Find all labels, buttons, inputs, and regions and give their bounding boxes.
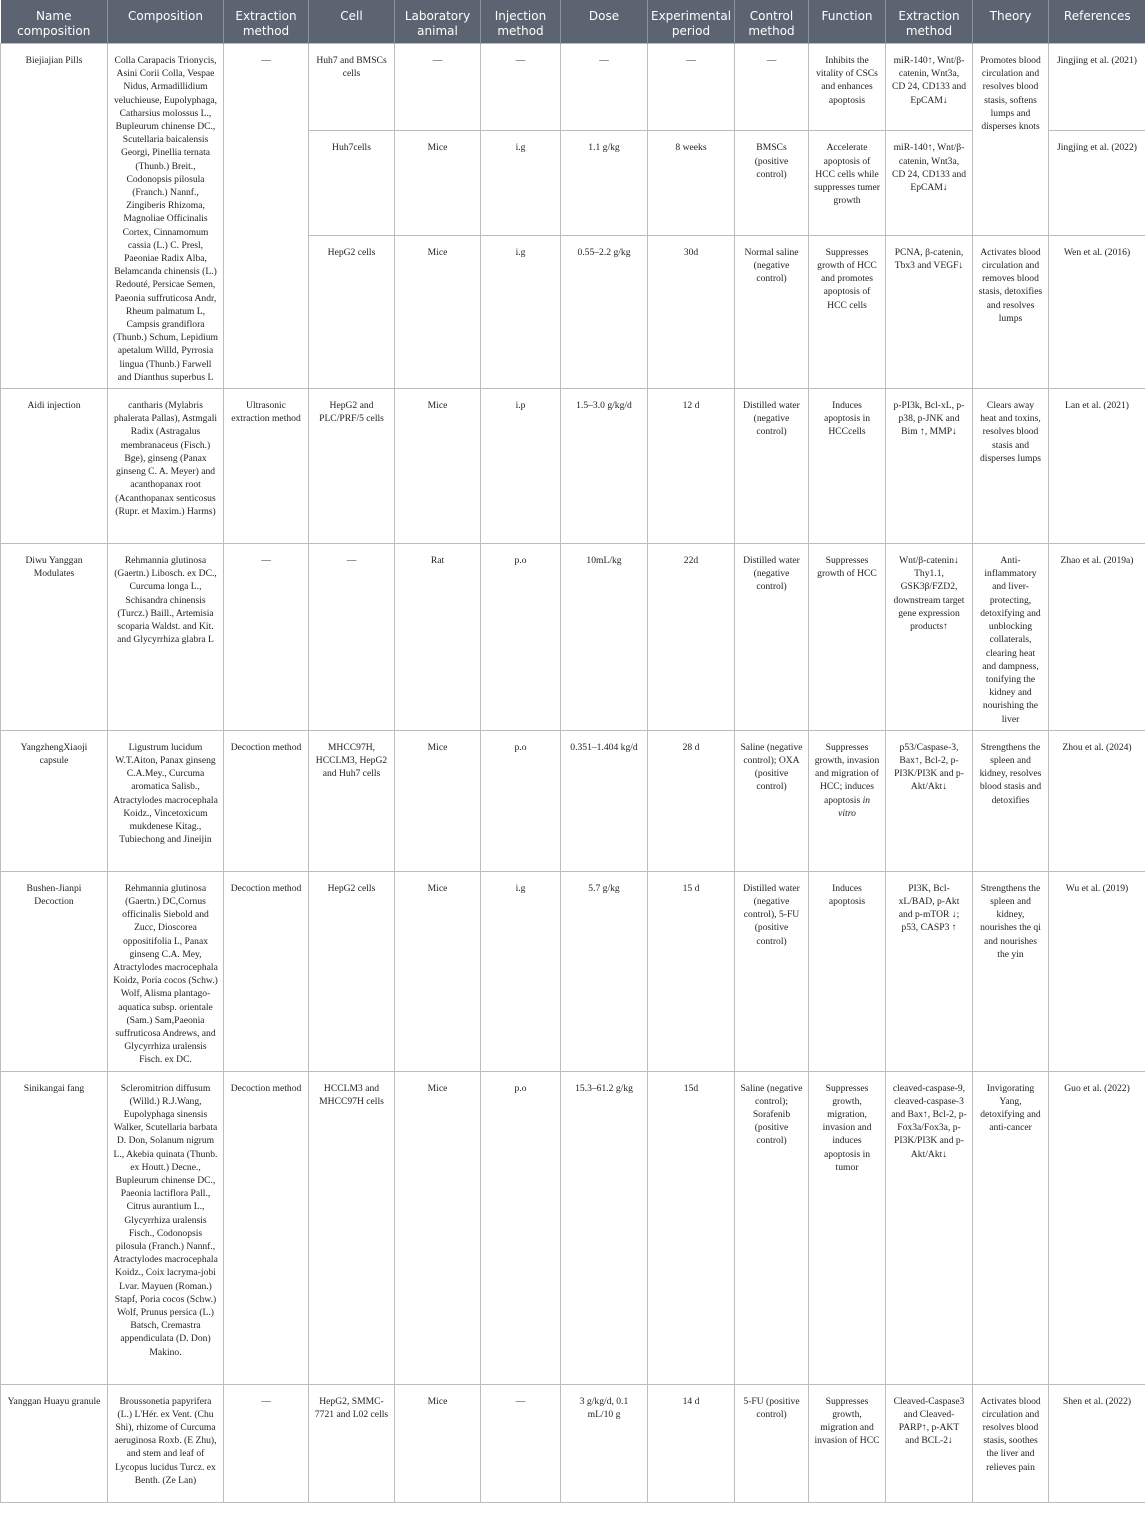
composition-cell: Ligustrum lucidum W.T.Aiton, Panax ginseng C.A.Mey., Curcuma aromatica Salisb., Atractylodes macrocephala Koidz., Vincetoxicum mukdenese Kitag., Tubiechong and Jineijin: [108, 730, 224, 871]
table-row: [1, 730, 1145, 871]
reference-cell: Shen et al. (2022): [1049, 1384, 1145, 1502]
period-cell: —: [648, 44, 735, 131]
function-cell: Suppresses growth, migration, invasion and induces apoptosis in tumor: [809, 1071, 886, 1384]
cell-line-cell: MHCC97H, HCCLM3, HepG2 and Huh7 cells: [309, 730, 395, 871]
extraction2-cell: miR-140↑, Wnt/β-catenin, Wnt3a, CD 24, CD133 and EpCAM↓: [886, 131, 973, 235]
extraction2-cell: p-PI3k, Bcl-xL, p-p38, p-JNK and Bim ↑, MMP↓: [886, 389, 973, 544]
control-cell: Distilled water (negative control), 5-FU (positive control): [735, 871, 809, 1071]
dose-cell: 15.3–61.2 g/kg: [561, 1071, 648, 1384]
injection-cell: p.o: [481, 544, 561, 731]
header-extraction-method: Extraction method: [224, 0, 309, 44]
dose-cell: 5.7 g/kg: [561, 871, 648, 1071]
extraction-cell: Decoction method: [224, 1071, 309, 1384]
header-laboratory-animal: Laboratory animal: [395, 0, 481, 44]
reference-cell: Guo et al. (2022): [1049, 1071, 1145, 1384]
theory-cell: Anti-inflammatory and liver-protecting, detoxifying and unblocking collaterals, clearing heat and dampness, tonifying the kidney and nourishing the liver: [973, 544, 1049, 731]
header-references: References: [1049, 0, 1145, 44]
composition-cell: cantharis (Mylabris phalerata Pallas), Astmgali Radix (Astragalus membranaceus (Fisch.) Bge), ginseng (Panax ginseng C. A. Meyer) and acanthopanax root (Acanthopanax senticosus (Rupr. et Maxim.) Harms): [108, 389, 224, 544]
cell-line-cell: HepG2 cells: [309, 235, 395, 388]
theory-cell: Activates blood circulation and removes blood stasis, detoxifies and resolves lumps: [973, 235, 1049, 388]
animal-cell: Mice: [395, 131, 481, 235]
reference-cell: Jingjing et al. (2022): [1049, 131, 1145, 235]
extraction-cell: —: [224, 544, 309, 731]
injection-cell: —: [481, 44, 561, 131]
period-cell: 28 d: [648, 730, 735, 871]
table-row: [1, 44, 1145, 131]
name-cell: Yanggan Huayu granule: [1, 1384, 108, 1502]
animal-cell: —: [395, 44, 481, 131]
cell-line-cell: Huh7cells: [309, 131, 395, 235]
animal-cell: Mice: [395, 730, 481, 871]
dose-cell: 3 g/kg/d, 0.1 mL/10 g: [561, 1384, 648, 1502]
animal-cell: Mice: [395, 1384, 481, 1502]
header-function: Function: [809, 0, 886, 44]
table-row: [1, 1384, 1145, 1502]
name-cell: Aidi injection: [1, 389, 108, 544]
header-cell: Cell: [309, 0, 395, 44]
injection-cell: i.p: [481, 389, 561, 544]
extraction2-cell: p53/Caspase-3, Bax↑, Bcl-2, p-PI3K/PI3K and p-Akt/Akt↓: [886, 730, 973, 871]
function-italic-text: in vitro: [838, 794, 871, 819]
reference-cell: Lan et al. (2021): [1049, 389, 1145, 544]
dose-cell: —: [561, 44, 648, 131]
extraction2-cell: PI3K, Bcl-xL/BAD, p-Akt and p-mTOR ↓; p53, CASP3 ↑: [886, 871, 973, 1071]
injection-cell: i.g: [481, 235, 561, 388]
injection-cell: i.g: [481, 871, 561, 1071]
control-cell: Distilled water (negative control): [735, 389, 809, 544]
header-theory: Theory: [973, 0, 1049, 44]
theory-cell: Strengthens the spleen and kidney, nourishes the qi and nourishes the yin: [973, 871, 1049, 1071]
theory-cell: Activates blood circulation and resolves blood stasis, soothes the liver and relieves pain: [973, 1384, 1049, 1502]
dose-cell: 1.1 g/kg: [561, 131, 648, 235]
period-cell: 8 weeks: [648, 131, 735, 235]
reference-cell: Zhou et al. (2024): [1049, 730, 1145, 871]
control-cell: Saline (negative control); Sorafenib (positive control): [735, 1071, 809, 1384]
function-text: Suppresses growth, invasion and migration of HCC; induces apoptosis: [814, 741, 880, 806]
composition-cell: Rehmannia glutinosa (Gaertn.) DC,Cornus officinalis Siebold and Zucc, Dioscorea oppositifolia L, Panax ginseng C.A. Mey, Atractylodes macrocephala Koidz, Poria cocos (Schw.) Wolf, Alisma plantago-aquatica subsp. orientale (Sam.) Sam,Paeonia suffruticosa Andrews, and Glycyrrhiza uralensis Fisch. ex DC.: [108, 871, 224, 1071]
reference-cell: Wu et al. (2019): [1049, 871, 1145, 1071]
reference-cell: Wen et al. (2016): [1049, 235, 1145, 388]
reference-cell: Zhao et al. (2019a): [1049, 544, 1145, 731]
composition-cell: Scleromitrion diffusum (Willd.) R.J.Wang, Eupolyphaga sinensis Walker, Scutellaria barbata D. Don, Solanum nigrum L., Akebia quinata (Thunb. ex Houtt.) Decne., Bupleurum chinense DC., Paeonia lactiflora Pall., Citrus aurantium L., Glycyrrhiza uralensis Fisch., Codonopsis pilosula (Franch.) Nannf., Atractylodes macrocephala Koidz., Coix lacryma-jobi Lvar. Mayuen (Roman.) Stapf, Poria cocos (Schw.) Wolf, Prunus persica (L.) Batsch, Cremastra appendiculata (D. Don) Makino.: [108, 1071, 224, 1384]
period-cell: 14 d: [648, 1384, 735, 1502]
period-cell: 15 d: [648, 871, 735, 1071]
header-name-composition: Name composition: [17, 9, 91, 38]
dose-cell: 1.5–3.0 g/kg/d: [561, 389, 648, 544]
animal-cell: Mice: [395, 871, 481, 1071]
name-cell: Bushen-Jianpi Decoction: [1, 871, 108, 1071]
extraction-cell: —: [224, 44, 309, 389]
theory-cell: Invigorating Yang, detoxifying and anti-cancer: [973, 1071, 1049, 1384]
extraction2-cell: miR-140↑, Wnt/β-catenin, Wnt3a, CD 24, CD133 and EpCAM↓: [886, 44, 973, 131]
function-cell: Accelerate apoptosis of HCC cells while suppresses tumer growth: [809, 131, 886, 235]
control-cell: Saline (negative control); OXA (positive control): [735, 730, 809, 871]
control-cell: Normal saline (negative control): [735, 235, 809, 388]
function-cell: Inhibits the vitality of CSCs and enhances apoptosis: [809, 44, 886, 131]
cell-line-cell: —: [309, 544, 395, 731]
name-cell: Diwu Yanggan Modulates: [1, 544, 108, 731]
dose-cell: 0.55–2.2 g/kg: [561, 235, 648, 388]
composition-cell: Colla Carapacis Trionycis, Asini Corii Colla, Vespae Nidus, Armadillidium veluchieuse, Eupolyphaga, Catharsius molossus L., Bupleurum chinense DC., Scutellaria baicalensis Georgi, Pinellia ternata (Thunb.) Breit., Codonopsis pilosula (Franch.) Nannf., Zingiberis Rhizoma, Magnoliae Officinalis Cortex, Cinnamomum cassia (L.) C. Presl, Paeoniae Radix Alba, Belamcanda chinensis (L.) Redouté, Persicae Semen, Paeonia suffruticosa Andr, Rheum palmatum L, Campsis grandiflora (Thunb.) Schum, Lepidium apetalum Willd, Pyrrosia lingua (Thunb.) Farwell and Dianthus superbus L: [108, 44, 224, 389]
function-cell: Suppresses growth of HCC and promotes apoptosis of HCC cells: [809, 235, 886, 388]
function-cell: Suppresses growth of HCC: [809, 544, 886, 731]
theory-cell: Clears away heat and toxins, resolves blood stasis and disperses lumps: [973, 389, 1049, 544]
header-injection-method: Injection method: [481, 0, 561, 44]
extraction-cell: Decoction method: [224, 871, 309, 1071]
composition-cell: Rehmannia glutinosa (Gaertn.) Libosch. ex DC., Curcuma longa L., Schisandra chinensis (Turcz.) Baill., Artemisia scoparia Waldst. and Kit. and Glycyrrhiza glabra L: [108, 544, 224, 731]
cell-line-cell: HCCLM3 and MHCC97H cells: [309, 1071, 395, 1384]
injection-cell: p.o: [481, 730, 561, 871]
cell-line-cell: HepG2 and PLC/PRF/5 cells: [309, 389, 395, 544]
theory-cell: Strengthens the spleen and kidney, resolves blood stasis and detoxifies: [973, 730, 1049, 871]
period-cell: 15d: [648, 1071, 735, 1384]
function-cell: Induces apoptosis in HCCcells: [809, 389, 886, 544]
extraction2-cell: Cleaved-Caspase3 and Cleaved-PARP↑, p-AKT and BCL-2↓: [886, 1384, 973, 1502]
table-row: [1, 389, 1145, 544]
animal-cell: Mice: [395, 1071, 481, 1384]
table-row: [1, 1071, 1145, 1384]
extraction2-cell: Wnt/β-catenin↓ Thy1.1, GSK3β/FZD2, downstream target gene expression products↑: [886, 544, 973, 731]
cell-line-cell: HepG2, SMMC-7721 and L02 cells: [309, 1384, 395, 1502]
cell-line-cell: Huh7 and BMSCs cells: [309, 44, 395, 131]
name-cell: Biejiajian Pills: [1, 44, 108, 389]
reference-cell: Jingjing et al. (2021): [1049, 44, 1145, 131]
header-extraction-method-2: Extraction method: [886, 0, 973, 44]
period-cell: 30d: [648, 235, 735, 388]
control-cell: BMSCs (positive control): [735, 131, 809, 235]
header-composition: Composition: [108, 0, 224, 44]
table-row: [1, 871, 1145, 1071]
period-cell: 22d: [648, 544, 735, 731]
animal-cell: Rat: [395, 544, 481, 731]
name-cell: Sinikangai fang: [1, 1071, 108, 1384]
extraction-cell: Ultrasonic extraction method: [224, 389, 309, 544]
header-dose: Dose: [561, 0, 648, 44]
dose-cell: 0.351–1.404 kg/d: [561, 730, 648, 871]
table-row: [1, 544, 1145, 731]
animal-cell: Mice: [395, 235, 481, 388]
control-cell: 5-FU (positive control): [735, 1384, 809, 1502]
injection-cell: i.g: [481, 131, 561, 235]
function-cell: [809, 730, 886, 871]
theory-cell: Promotes blood circulation and resolves blood stasis, softens lumps and disperses knots: [973, 44, 1049, 236]
function-cell: Induces apoptosis: [809, 871, 886, 1071]
control-cell: —: [735, 44, 809, 131]
header-control-method: Control method: [735, 0, 809, 44]
injection-cell: p.o: [481, 1071, 561, 1384]
dose-cell: 10mL/kg: [561, 544, 648, 731]
composition-cell: Broussonetia papyrifera (L.) L'Hér. ex Vent. (Chu Shi), rhizome of Curcuma aeruginosa Roxb. (E Zhu), and stem and leaf of Lycopus lucidus Turcz. ex Benth. (Ze Lan): [108, 1384, 224, 1502]
header-experimental-period: Experimental period: [648, 0, 735, 44]
control-cell: Distilled water (negative control): [735, 544, 809, 731]
name-cell: YangzhengXiaoji capsule: [1, 730, 108, 871]
extraction-cell: —: [224, 1384, 309, 1502]
animal-cell: Mice: [395, 389, 481, 544]
period-cell: 12 d: [648, 389, 735, 544]
extraction-cell: Decoction method: [224, 730, 309, 871]
extraction2-cell: cleaved-caspase-9, cleaved-caspase-3 and Bax↑, Bcl-2, p-Fox3a/Fox3a, p-PI3K/PI3K and p-Akt/Akt↓: [886, 1071, 973, 1384]
function-cell: Suppresses growth, migration and invasion of HCC: [809, 1384, 886, 1502]
header-row: [1, 0, 1145, 44]
extraction2-cell: PCNA, β-catenin, Tbx3 and VEGF↓: [886, 235, 973, 388]
cell-line-cell: HepG2 cells: [309, 871, 395, 1071]
injection-cell: —: [481, 1384, 561, 1502]
